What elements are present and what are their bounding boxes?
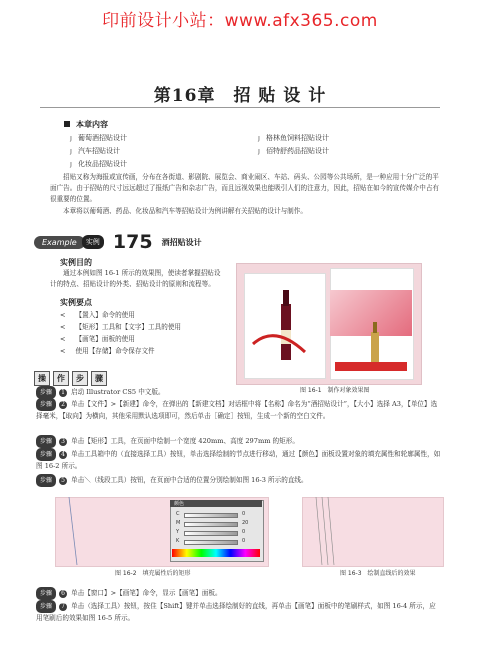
bullet-icon: ȷ	[70, 160, 72, 168]
example-title: 酒招贴设计	[161, 237, 202, 247]
channel-label: Y	[176, 529, 180, 535]
toc-item: ȷ 汽车招贴设计	[70, 147, 120, 155]
channel-label: C	[176, 511, 180, 517]
poster-footer-band	[335, 362, 407, 371]
wine-bottle-icon	[360, 320, 390, 364]
channel-value[interactable]: 0	[242, 529, 246, 535]
example-number: 175	[112, 231, 153, 253]
channel-value[interactable]: 0	[242, 538, 246, 544]
bullet-icon: ȷ	[70, 147, 72, 155]
purpose-text: 通过本例如图 16-1 所示的效果图，使读者掌握招贴设计的特点、招贴设计的外类、招贴设计的原则和流程等。	[50, 269, 221, 288]
cyan-slider[interactable]	[184, 513, 238, 518]
color-panel-title: 颜色	[174, 501, 185, 507]
list-item: < 【矩形】工具和【文字】工具的使用	[60, 323, 182, 331]
contents-heading: 本章内容	[64, 119, 108, 130]
toc-item: ȷ 化妆品招贴设计	[70, 160, 127, 168]
chapter-title: 第16章 招 贴 设 计	[153, 86, 327, 106]
channel-label: M	[176, 520, 181, 526]
step-item: 步骤 5 单击＼（线段工具）按钮，在页面中合适的位置分别绘制如图 16-3 所示的直线。	[36, 474, 441, 487]
purpose-heading: 实例目的	[60, 258, 92, 267]
step-item: 步骤 3 单击【矩形】工具，在页面中绘制一个宽度 420mm、高度 297mm 的矩形。	[36, 435, 441, 448]
figure-caption: 图 16-2 填充属性后的矩形	[115, 570, 191, 577]
divider	[40, 107, 440, 108]
wine-bottle-illustration	[245, 274, 325, 378]
magenta-slider[interactable]	[184, 522, 238, 527]
drawn-lines	[302, 497, 442, 565]
figure-caption: 图 16-1 制作对象效果图	[300, 387, 370, 394]
list-item: < 使用【存储】命令保存文件	[60, 347, 155, 355]
black-slider[interactable]	[184, 540, 238, 545]
poster-left	[244, 273, 326, 379]
toc-item: ȷ 格林鱼饲料招贴设计	[258, 134, 329, 142]
example-tag: Example	[34, 236, 85, 249]
step-item: 步骤 7 单击（选择工具）按钮，按住【Shift】键并单击选择绘制好的直线，再单击【画笔】面板中的笔刷样式，如图 16-4 所示，应用笔刷后的效果如图 16-5 所示。	[36, 602, 436, 622]
color-spectrum[interactable]	[172, 549, 260, 557]
example-badge: 实例	[82, 235, 104, 249]
toc-item: ȷ 葡萄酒招贴设计	[70, 134, 127, 142]
bullet-icon: ȷ	[70, 134, 72, 142]
example-header	[34, 231, 202, 253]
intro-paragraph: 招贴又称为海报或宣传画，分布在各街道、影剧院、展览会、商业闹区、车站、码头、公园等公共场所，是一种应用十分广泛的平面广告。由于招贴的尺寸远远超过了报纸广告和杂志广告，而且远视效果也能吸引人们的注意力，因此，招贴在如今的宣传媒介中占有很重要的位置。	[50, 173, 440, 203]
intro-paragraph: 本章将以葡萄酒、药品、化妆品和汽车等招贴设计为例讲解有关招贴的设计与制作。	[63, 207, 307, 215]
bullet-icon: ȷ	[258, 134, 260, 142]
channel-value[interactable]: 0	[242, 511, 246, 517]
steps-header: 操 作 步 骤	[34, 366, 110, 386]
list-item: < 【画笔】面板的使用	[60, 335, 135, 343]
step-item: 步骤 2 单击【文件】>【新建】命令，在弹出的【新建文档】对话框中将【名称】命名为“酒招贴设计”，【大小】选择 A3，【单位】选择毫米，【取向】为横向，其他采用默认选项即可，然后单击［确定］按钮，生成一个新的空白文件。	[36, 400, 438, 420]
step-item: 步骤 1 启动 Illustrator CS5 中文版。	[36, 386, 231, 399]
channel-label: K	[176, 538, 180, 544]
square-bullet-icon	[64, 121, 70, 127]
step-item: 步骤 6 单击【窗口】>【画笔】命令，显示【画笔】面板。	[36, 587, 441, 600]
list-item: < 【置入】命令的使用	[60, 311, 135, 319]
points-heading: 实例要点	[60, 298, 92, 307]
figure-caption: 图 16-3 绘制直线后的效果	[340, 570, 416, 577]
toc-item: ȷ 佰特舒药品招贴设计	[258, 147, 329, 155]
step-item: 步骤 4 单击工具箱中的（直接选择工具）按钮，单击选择绘制的节点进行移动，通过【颜色】面板设置对象的填充属性和轮廓属性，如图 16-2 所示。	[36, 450, 441, 470]
watermark: 印前设计小站：www.afx365.com	[102, 11, 378, 31]
bullet-icon: ȷ	[258, 147, 260, 155]
yellow-slider[interactable]	[184, 531, 238, 536]
channel-value[interactable]: 20	[242, 520, 249, 526]
